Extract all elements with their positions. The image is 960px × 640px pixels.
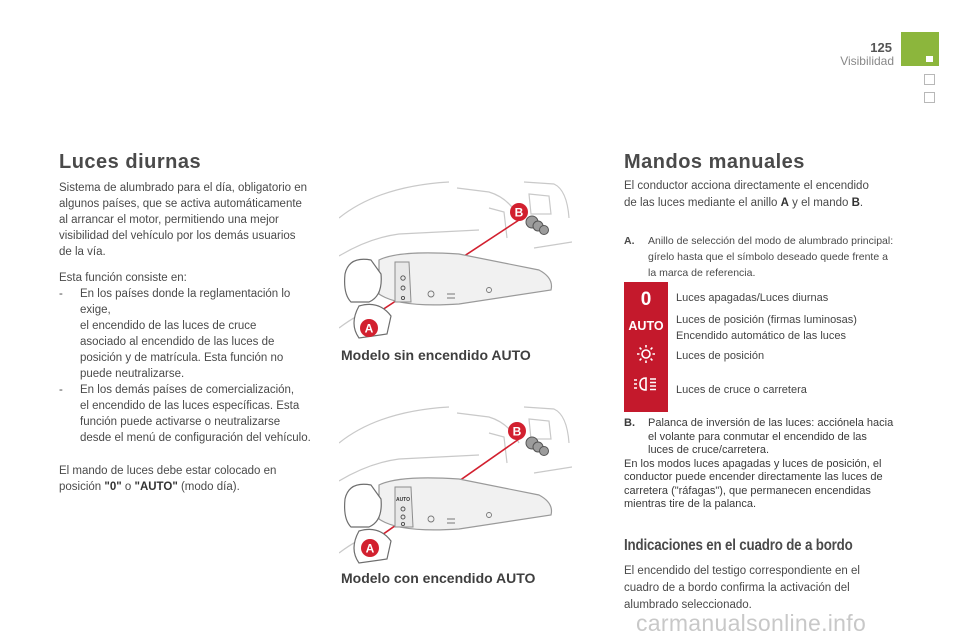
stalk-figure-no-auto: [339, 178, 572, 340]
nav-box-icon: [924, 92, 935, 103]
auto-mark: AUTO: [395, 497, 411, 503]
bullet-line: En los demás países de comercialización,: [80, 384, 295, 396]
left-title: Luces diurnas: [59, 151, 202, 173]
auto-icon: AUTO: [628, 319, 664, 333]
stalk-figure-with-auto: [339, 403, 572, 565]
mode-label-auto: Encendido automático de las luces: [676, 330, 846, 342]
right-title: Mandos manuales: [624, 151, 805, 173]
definition-a-text: Anillo de selección del modo de alumbrado principal: gírelo hasta que el símbolo deseado quede frente a la marca de referencia.: [648, 235, 894, 279]
flash-note: En los modos luces apagadas y luces de posición, el conductor puede encender directamente las luces de carretera ("ráfagas"), que permanecen encendidas mientras tire de la palanca.: [624, 457, 883, 510]
definition-a-letter: A.: [624, 235, 635, 247]
bullet-item: [59, 286, 329, 382]
bullet-line: función puede activarse o neutralizarse: [80, 416, 281, 428]
mode-icons-panel: [624, 282, 668, 412]
mode-label-sidelights: Luces de posición: [676, 350, 765, 362]
mode-label-headlights: Luces de cruce o carretera: [676, 384, 807, 396]
manual-intro: El conductor acciona directamente el encendido de las luces mediante el anillo A y el mando B.: [624, 180, 869, 209]
intro-paragraph: Sistema de alumbrado para el día, obligatorio en algunos países, que se activa automáticamente al arrancar el motor, permitiendo una mejor visibilidad del vehículo por los demás usuarios de la vía.: [59, 182, 308, 258]
bullet-line: el encendido de las luces específicas. Esta: [80, 400, 300, 412]
bullet-item: [59, 382, 329, 446]
indicator-paragraph: El encendido del testigo correspondiente en el cuadro de a bordo confirma la activación del alumbrado seleccionado.: [624, 565, 860, 611]
bullet-line: el encendido de las luces de cruce: [80, 320, 257, 332]
switch-note: El mando de luces debe estar colocado en posición "0" o "AUTO" (modo día).: [59, 465, 277, 493]
marker-a-label: A: [365, 541, 375, 556]
figure-caption-top: Modelo sin encendido AUTO: [341, 347, 531, 363]
mode-label-position-lights: Luces de posición (firmas luminosas): [676, 314, 857, 326]
tab-square-icon: [926, 56, 933, 62]
bullet-dash: -: [59, 384, 63, 396]
marker-a-label: A: [364, 321, 374, 336]
bullet-line: posición y de matrícula. Esta función no: [80, 352, 284, 364]
bullet-line: asociado al encendido de las luces de: [80, 336, 275, 348]
page-number: 125: [870, 40, 892, 55]
sidelight-icon: [637, 345, 655, 363]
bullet-line: exige,: [80, 304, 111, 316]
chapter-tab: [901, 32, 939, 66]
marker-b-label: B: [512, 424, 522, 439]
section-name: Visibilidad: [840, 54, 894, 68]
definition-a: [624, 233, 894, 281]
indicators-subtitle: Indicaciones en el cuadro de a bordo: [624, 537, 853, 554]
function-bullets: [59, 286, 329, 446]
marker-b-label: B: [514, 205, 524, 220]
nav-box-icon: [924, 74, 935, 85]
mode-label-off: Luces apagadas/Luces diurnas: [676, 292, 829, 304]
function-lead: Esta función consiste en:: [59, 272, 187, 284]
bullet-line: En los países donde la reglamentación lo: [80, 288, 291, 300]
headlight-icon: [634, 378, 656, 390]
zero-icon: 0: [640, 289, 652, 310]
watermark: carmanualsonline.info: [636, 610, 867, 636]
bullet-line: puede neutralizarse.: [80, 368, 185, 380]
bullet-dash: -: [59, 288, 63, 300]
definition-b-letter: B.: [624, 417, 635, 429]
figure-caption-bottom: Modelo con encendido AUTO: [341, 570, 536, 586]
definition-b-text: Palanca de inversión de las luces: acciónela hacia el volante para conmutar el encendido de las luces de cruce/carretera.: [648, 417, 894, 456]
bullet-line: desde el menú de configuración del vehículo.: [80, 432, 311, 444]
definition-b: [624, 417, 894, 512]
